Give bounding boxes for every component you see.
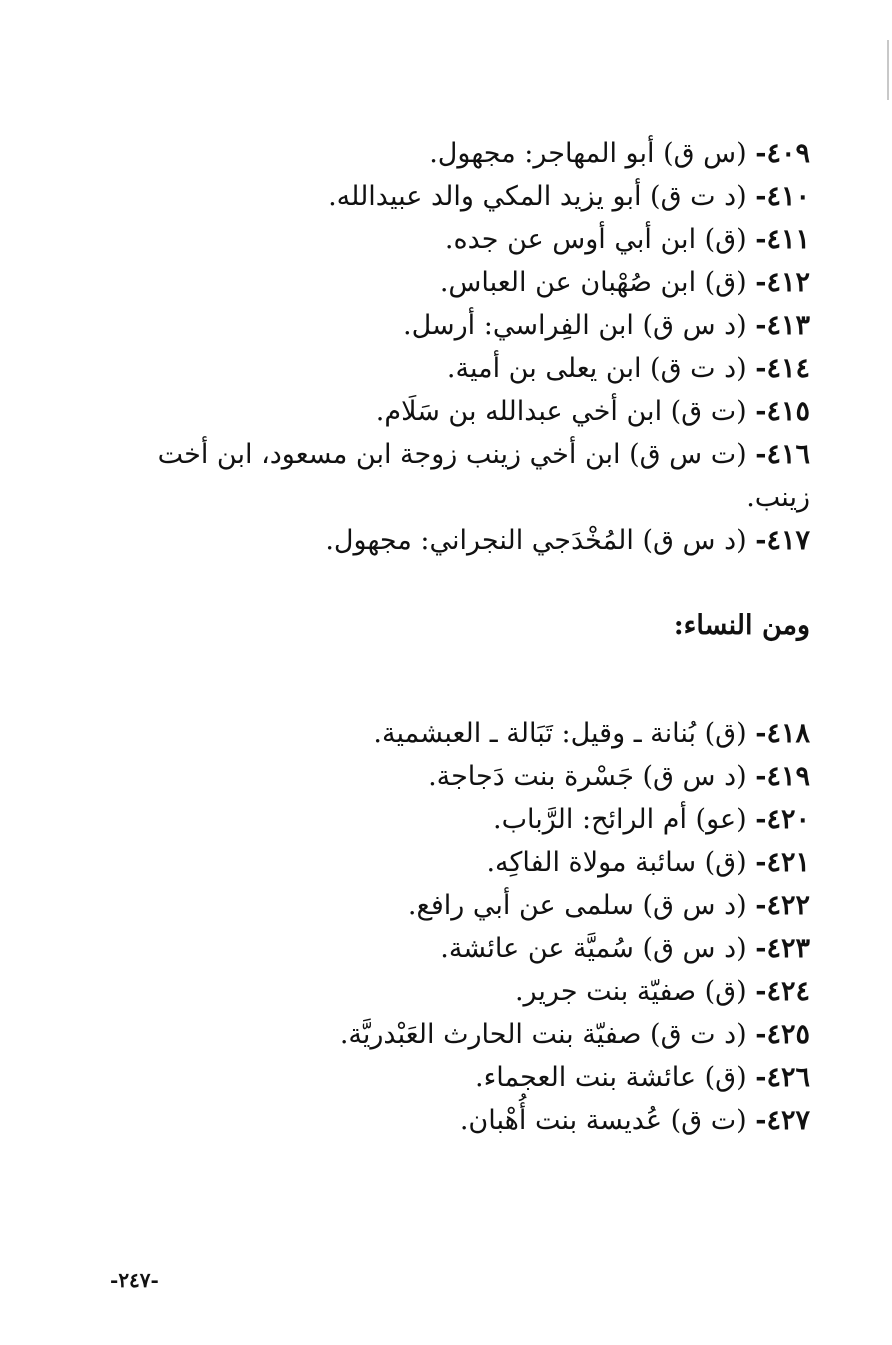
entries-list-women [100,712,810,1142]
entry-415 [100,390,810,433]
entry-separator: - [755,976,767,1007]
entry-text: (د س ق) ابن الفِراسي: أرسل. [402,310,747,341]
entry-separator: - [755,181,767,212]
entry-422 [100,884,810,927]
entry-separator: - [755,224,767,255]
page-edge-mark [887,40,889,100]
entry-separator: - [755,396,767,427]
entry-418 [100,712,810,755]
entry-separator: - [755,761,767,792]
entry-text: (د ت ق) أبو يزيد المكي والد عبيدالله. [328,181,747,212]
entry-413 [100,304,810,347]
entry-text: (د ت ق) صفيّة بنت الحارث العَبْدريَّة. [339,1019,747,1050]
entry-text: (د س ق) جَسْرة بنت دَجاجة. [428,761,747,792]
entry-number: ٤٢٠ [766,804,810,835]
entry-427 [100,1099,810,1142]
entry-separator: - [755,847,767,878]
entry-number: ٤١٨ [766,718,810,749]
entry-number: ٤١٠ [766,181,810,212]
entry-number: ٤١٩ [766,761,810,792]
entry-number: ٤٢٣ [766,933,810,964]
entry-text: (ت ق) ابن أخي عبدالله بن سَلَام. [375,396,747,427]
entry-number: ٤٢١ [766,847,810,878]
entry-text: (ق) بُنانة ـ وقيل: تَبَالة ـ العبشمية. [373,718,747,749]
entry-separator: - [755,267,767,298]
entry-separator: - [755,1062,767,1093]
entry-number: ٤٢٥ [766,1019,810,1050]
entry-number: ٤١٧ [766,525,810,556]
entry-text: (د س ق) المُخْدَجي النجراني: مجهول. [325,525,747,556]
entry-text: (ت س ق) ابن أخي زينب زوجة ابن مسعود، ابن أخت زينب. [157,439,810,513]
entry-text: (ق) ابن أبي أوس عن جده. [444,224,747,255]
entry-number: ٤٢٦ [766,1062,810,1093]
entry-text: (د س ق) سلمى عن أبي رافع. [407,890,747,921]
entry-426 [100,1056,810,1099]
entry-separator: - [755,439,767,470]
entry-425 [100,1013,810,1056]
entry-number: ٤١٣ [766,310,810,341]
entry-text: (ت ق) عُديسة بنت أُهْبان. [459,1105,747,1136]
entry-number: ٤٢٢ [766,890,810,921]
entry-411 [100,218,810,261]
entry-text: (د س ق) سُميَّة عن عائشة. [440,933,747,964]
entry-number: ٤٢٧ [766,1105,810,1136]
entry-text: (ق) سائبة مولاة الفاكِه. [486,847,747,878]
entry-number: ٤١١ [766,224,810,255]
entry-421 [100,841,810,884]
section-heading-women: ومن النساء: [673,610,810,641]
entry-separator: - [755,804,767,835]
page-number: -٢٤٧- [110,1268,159,1292]
entry-text: (عو) أم الرائح: الرَّباب. [493,804,747,835]
entry-separator: - [755,353,767,384]
entry-number: ٤١٥ [766,396,810,427]
entry-409 [100,132,810,175]
entry-410 [100,175,810,218]
entry-number: ٤١٢ [766,267,810,298]
entry-separator: - [755,933,767,964]
entry-417 [100,519,810,562]
entry-423 [100,927,810,970]
entry-419 [100,755,810,798]
entry-424 [100,970,810,1013]
entry-text: (د ت ق) ابن يعلى بن أمية. [446,353,747,384]
entry-number: ٤١٤ [766,353,810,384]
entry-416 [100,433,810,519]
entries-list-men [100,132,810,562]
entry-text: (ق) عائشة بنت العجماء. [475,1062,747,1093]
entry-number: ٤١٦ [766,439,810,470]
entry-414 [100,347,810,390]
entry-text: (ق) صفيّة بنت جرير. [514,976,747,1007]
entry-text: (س ق) أبو المهاجر: مجهول. [429,138,747,169]
entry-number: ٤٠٩ [766,138,810,169]
entry-number: ٤٢٤ [766,976,810,1007]
entry-separator: - [755,138,767,169]
entry-412 [100,261,810,304]
entry-separator: - [755,1019,767,1050]
entry-separator: - [755,890,767,921]
entry-separator: - [755,310,767,341]
entry-420 [100,798,810,841]
entry-separator: - [755,1105,767,1136]
entry-separator: - [755,525,767,556]
entry-separator: - [755,718,767,749]
entry-text: (ق) ابن صُهْبان عن العباس. [439,267,747,298]
